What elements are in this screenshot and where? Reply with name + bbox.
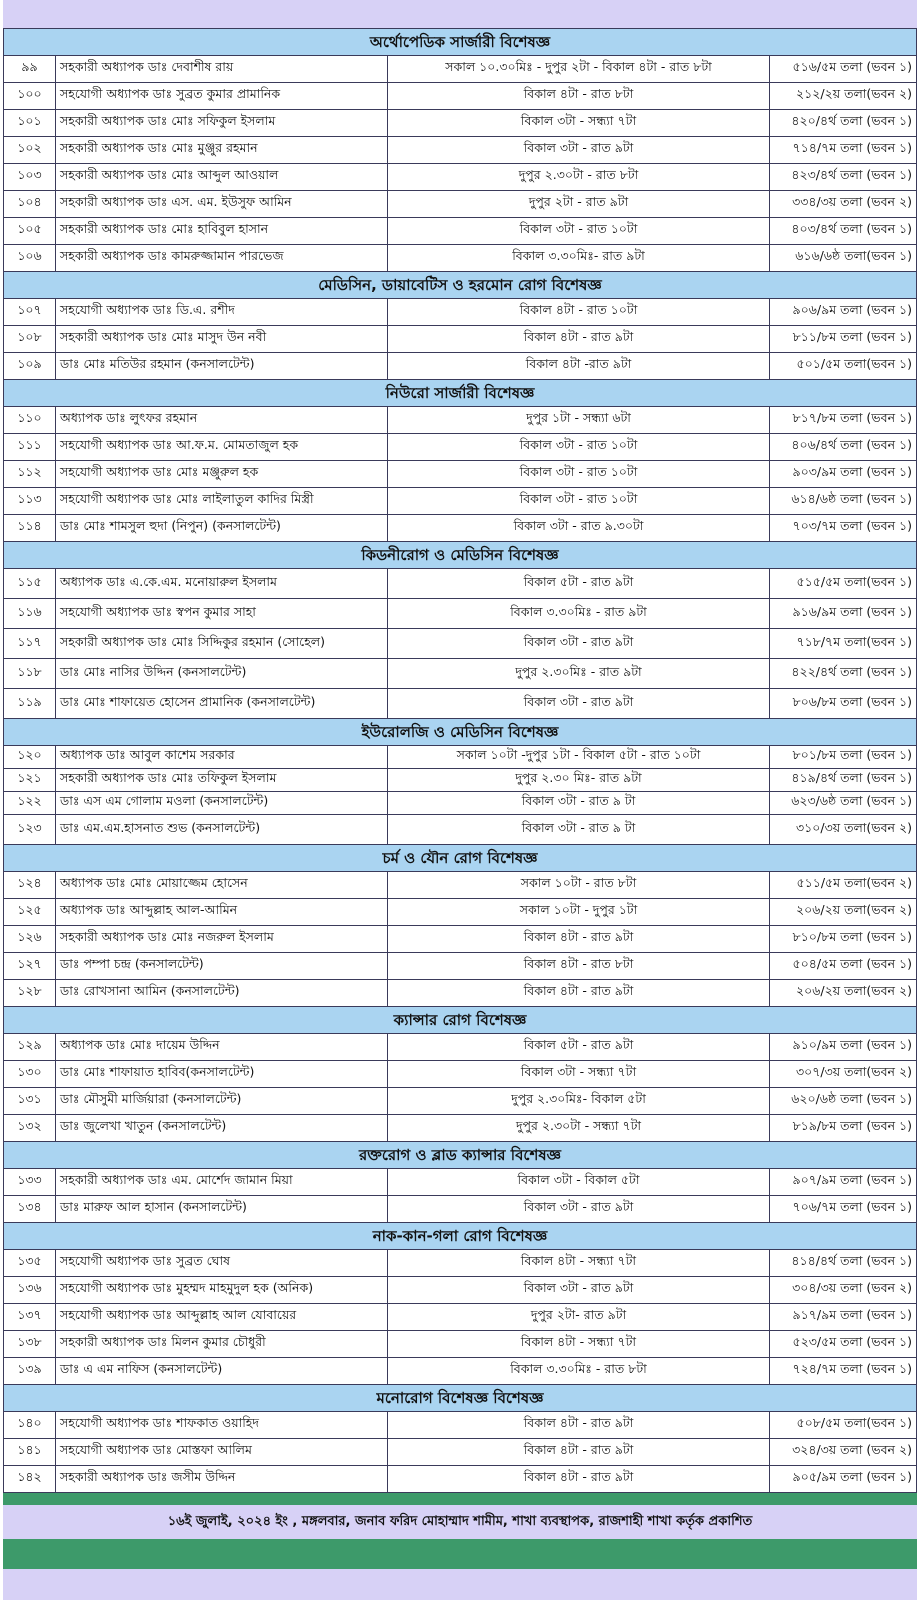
- table-row: [3, 1304, 917, 1331]
- room-cell: ৯১৬/৯ম তলা (ভবন ১): [792, 603, 912, 619]
- visiting-time-cell: বিকাল ৩টা - বিকাল ৫টা: [388, 1169, 770, 1195]
- table-row: [3, 1466, 917, 1493]
- table-row: [3, 110, 917, 137]
- visiting-time-cell: বিকাল ৩টা - রাত ১০টা: [388, 218, 770, 244]
- doctor-name-cell: ডাঃ মোঃ শামসুল হুদা (নিপুন) (কনসালটেন্ট): [56, 515, 388, 541]
- section-header: নিউরো সার্জারী বিশেষজ্ঞ: [3, 380, 917, 407]
- room-cell: ৪১৪/৪র্থ তলা (ভবন ১): [791, 1253, 912, 1268]
- serial-cell: ১১৪: [4, 515, 56, 541]
- section-header: মনোরোগ বিশেষজ্ঞ বিশেষজ্ঞ: [3, 1385, 917, 1412]
- doctor-name-cell: ডাঃ এম.এম.হাসনাত শুভ (কনসালটেন্ট): [56, 815, 388, 844]
- room-cell: ৪২২/৪র্থ তলা (ভবন ১): [791, 663, 912, 679]
- table-row: [3, 1331, 917, 1358]
- doctor-name-cell: সহকারী অধ্যাপক ডাঃ মোঃ মাসুদ উন নবী: [56, 326, 388, 352]
- doctor-name-cell: সহকারী অধ্যাপক ডাঃ মোঃ সফিকুল ইসলাম: [56, 110, 388, 136]
- doctor-name-cell: সহকারী অধ্যাপক ডাঃ মোঃ হাবিবুল হাসান: [56, 218, 388, 244]
- serial-cell: ১২৯: [4, 1034, 56, 1060]
- doctor-name-cell: ডাঃ রোখসানা আমিন (কনসালটেন্ট): [56, 980, 388, 1006]
- serial-cell: ১১২: [4, 461, 56, 487]
- section-header: নাক-কান-গলা রোগ বিশেষজ্ঞ: [3, 1223, 917, 1250]
- serial-cell: ১০৬: [4, 245, 56, 271]
- table-row: [3, 769, 917, 792]
- doctor-name-cell: সহযোগী অধ্যাপক ডাঃ সুব্রত ঘোষ: [56, 1250, 388, 1276]
- room-cell: ৩২৪/৩য় তলা (ভবন ২): [792, 1442, 912, 1457]
- doctor-name-cell: ডাঃ মারুফ আল হাসান (কনসালটেন্ট): [56, 1196, 388, 1222]
- table-row: [3, 299, 917, 326]
- room-cell: ৫১৫/৫ম তলা(ভবন ১): [796, 573, 912, 589]
- room-cell: ৭১৮/৭ম তলা(ভবন ১): [796, 633, 912, 649]
- doctor-name-cell: ডাঃ এ এম নাফিস (কনসালটেন্ট): [56, 1358, 388, 1384]
- visiting-time-cell: দুপুর ২টা- রাত ৯টা: [388, 1304, 770, 1330]
- table-row: [3, 815, 917, 845]
- table-row: [3, 83, 917, 110]
- room-cell: ৫০৮/৫ম তলা(ভবন ১): [796, 1415, 912, 1430]
- visiting-time-cell: দুপুর ২.৩০মিঃ - রাত ৯টা: [388, 659, 770, 688]
- serial-cell: ১০৯: [4, 353, 56, 379]
- visiting-time-cell: দুপুর ২.৩০ মিঃ- রাত ৯টা: [388, 769, 770, 791]
- room-cell: ৪২৩/৪র্থ তলা (ভবন ১): [791, 167, 912, 182]
- table-row: [3, 1439, 917, 1466]
- table-row: [3, 245, 917, 272]
- room-cell: ৯০৩/৯ম তলা (ভবন ১): [792, 464, 912, 479]
- room-cell: ৯০৬/৯ম তলা (ভবন ১): [792, 302, 912, 317]
- footer-publication-note: ১৬ই জুলাই, ২০২৪ ইং , মঙ্গলবার, জনাব ফরিদ মোহাম্মাদ শামীম, শাখা ব্যবস্থাপক, রাজশাহী শাখা কর্তৃক প্রকাশিত: [3, 1505, 917, 1539]
- visiting-time-cell: বিকাল ৪টা - রাত ৯টা: [388, 326, 770, 352]
- doctor-name-cell: সহকারী অধ্যাপক ডাঃ মোঃ সিদ্দিকুর রহমান (সোহেল): [56, 629, 388, 658]
- room-cell: ৬২০/৬ষ্ঠ তলা (ভবন ১): [791, 1091, 912, 1106]
- visiting-time-cell: বিকাল ৩টা - রাত ৯টা: [388, 137, 770, 163]
- visiting-time-cell: বিকাল ৩টা - রাত ৯টা: [388, 1196, 770, 1222]
- doctor-name-cell: ডাঃ মোঃ শাফায়েত হোসেন প্রামানিক (কনসালটেন্ট): [56, 689, 388, 718]
- doctor-name-cell: ডাঃ মোঃ মতিউর রহমান (কনসালটেন্ট): [56, 353, 388, 379]
- doctor-name-cell: সহযোগী অধ্যাপক ডাঃ সুব্রত কুমার প্রামানিক: [56, 83, 388, 109]
- serial-cell: ১০৭: [4, 299, 56, 325]
- table-row: [3, 953, 917, 980]
- doctor-name-cell: ডাঃ মৌসুমী মার্জিয়ারা (কনসালটেন্ট): [56, 1088, 388, 1114]
- room-cell: ৭০৬/৭ম তলা (ভবন ১): [792, 1199, 912, 1214]
- table-row: [3, 515, 917, 542]
- visiting-time-cell: বিকাল ৩.৩০মিঃ - রাত ৯টা: [388, 599, 770, 628]
- doctor-name-cell: সহযোগী অধ্যাপক ডাঃ আ.ফ.ম. মোমতাজুল হক: [56, 434, 388, 460]
- section-header: অর্থোপেডিক সার্জারী বিশেষজ্ঞ: [3, 29, 917, 56]
- visiting-time-cell: বিকাল ৪টা - রাত ৮টা: [388, 83, 770, 109]
- serial-cell: ১৪০: [4, 1412, 56, 1438]
- room-cell: ৮১৭/৮ম তলা (ভবন ১): [792, 410, 912, 425]
- table-row: [3, 488, 917, 515]
- room-cell: ৫০৪/৫ম তলা (ভবন ১): [792, 956, 912, 971]
- serial-cell: ১৩৩: [4, 1169, 56, 1195]
- serial-cell: ১০২: [4, 137, 56, 163]
- visiting-time-cell: বিকাল ৪টা - রাত ৮টা: [388, 953, 770, 979]
- doctor-name-cell: সহযোগী অধ্যাপক ডাঃ ডি.এ. রশীদ: [56, 299, 388, 325]
- visiting-time-cell: বিকাল ৪টা - রাত ১০টা: [388, 299, 770, 325]
- serial-cell: ১১০: [4, 407, 56, 433]
- table-row: [3, 326, 917, 353]
- table-row: [3, 1115, 917, 1142]
- room-cell: ৮১১/৮ম তলা (ভবন ১): [792, 329, 912, 344]
- room-cell: ৯০৫/৯ম তলা (ভবন ১): [792, 1469, 912, 1484]
- visiting-time-cell: বিকাল ৪টা - রাত ৯টা: [388, 926, 770, 952]
- room-cell: ৭১৪/৭ম তলা (ভবন ১): [792, 140, 912, 155]
- visiting-time-cell: বিকাল ৩টা - রাত ৯টা: [388, 689, 770, 718]
- footer-green-bar-bottom: [3, 1539, 917, 1569]
- room-cell: ৬২৩/৬ষ্ঠ তলা (ভবন ১): [791, 793, 912, 808]
- doctor-name-cell: সহযোগী অধ্যাপক ডাঃ আব্দুল্লাহ আল যোবায়ের: [56, 1304, 388, 1330]
- room-cell: ৪০৬/৪র্থ তলা (ভবন ১): [791, 437, 912, 452]
- serial-cell: ১২২: [4, 792, 56, 814]
- doctor-name-cell: সহযোগী অধ্যাপক ডাঃ মোস্তফা আলিম: [56, 1439, 388, 1465]
- top-band: [3, 0, 917, 29]
- doctor-name-cell: সহকারী অধ্যাপক ডাঃ এস. এম. ইউসুফ আমিন: [56, 191, 388, 217]
- section-header: রক্তরোগ ও ব্লাড ক্যান্সার বিশেষজ্ঞ: [3, 1142, 917, 1169]
- serial-cell: ১২৩: [4, 815, 56, 844]
- section-header: ক্যান্সার রোগ বিশেষজ্ঞ: [3, 1007, 917, 1034]
- serial-cell: ১৩৪: [4, 1196, 56, 1222]
- doctor-name-cell: ডাঃ পম্পা চন্দ্র (কনসালটেন্ট): [56, 953, 388, 979]
- table-row: [3, 1250, 917, 1277]
- serial-cell: ১১৭: [4, 629, 56, 658]
- table-row: [3, 746, 917, 769]
- table-row: [3, 164, 917, 191]
- doctor-name-cell: সহকারী অধ্যাপক ডাঃ মোঃ তফিকুল ইসলাম: [56, 769, 388, 791]
- serial-cell: ১৩৮: [4, 1331, 56, 1357]
- table-row: [3, 1034, 917, 1061]
- room-cell: ৪২০/৪র্থ তলা (ভবন ১): [791, 113, 912, 128]
- section-header: কিডনীরোগ ও মেডিসিন বিশেষজ্ঞ: [3, 542, 917, 569]
- room-cell: ৯১৭/৯ম তলা (ভবন ১): [792, 1307, 912, 1322]
- serial-cell: ১৩৫: [4, 1250, 56, 1276]
- table-row: [3, 659, 917, 689]
- serial-cell: ১২০: [4, 746, 56, 768]
- room-cell: ৫০১/৫ম তলা(ভবন ১): [796, 356, 912, 371]
- visiting-time-cell: বিকাল ৪টা - সন্ধ্যা ৭টা: [388, 1250, 770, 1276]
- room-cell: ২০৬/২য় তলা(ভবন ২): [796, 902, 912, 917]
- serial-cell: ৯৯: [4, 56, 56, 82]
- serial-cell: ১২৭: [4, 953, 56, 979]
- table-row: [3, 1061, 917, 1088]
- doctor-name-cell: অধ্যাপক ডাঃ মোঃ মোয়াজ্জেম হোসেন: [56, 872, 388, 898]
- room-cell: ৮০৬/৮ম তলা (ভবন ১): [792, 693, 912, 709]
- visiting-time-cell: বিকাল ৪টা - রাত ৯টা: [388, 980, 770, 1006]
- visiting-time-cell: বিকাল ৪টা - রাত ৯টা: [388, 1466, 770, 1492]
- table-row: [3, 599, 917, 629]
- serial-cell: ১১৮: [4, 659, 56, 688]
- visiting-time-cell: বিকাল ৩টা - রাত ১০টা: [388, 434, 770, 460]
- room-cell: ৪১৯/৪র্থ তলা (ভবন ১): [791, 770, 912, 785]
- doctor-name-cell: সহকারী অধ্যাপক ডাঃ মিলন কুমার চৌধুরী: [56, 1331, 388, 1357]
- visiting-time-cell: দুপুর ২.৩০টা - রাত ৮টা: [388, 164, 770, 190]
- serial-cell: ১০৪: [4, 191, 56, 217]
- table-row: [3, 629, 917, 659]
- table-row: [3, 1169, 917, 1196]
- table-row: [3, 792, 917, 815]
- room-cell: ৭০৩/৭ম তলা (ভবন ১): [792, 518, 912, 533]
- serial-cell: ১৪২: [4, 1466, 56, 1492]
- schedule-table: [3, 29, 917, 1493]
- room-cell: ৫২৩/৫ম তলা (ভবন ১): [792, 1334, 912, 1349]
- table-row: [3, 899, 917, 926]
- table-row: [3, 1412, 917, 1439]
- doctor-name-cell: সহকারী অধ্যাপক ডাঃ মোঃ আব্দুল আওয়াল: [56, 164, 388, 190]
- room-cell: ৬১৬/৬ষ্ঠ তলা(ভবন ১): [795, 248, 912, 263]
- visiting-time-cell: সকাল ১০.৩০মিঃ - দুপুর ২টা - বিকাল ৪টা - রাত ৮টা: [388, 56, 770, 82]
- section-header: চর্ম ও যৌন রোগ বিশেষজ্ঞ: [3, 845, 917, 872]
- serial-cell: ১০৩: [4, 164, 56, 190]
- table-row: [3, 1196, 917, 1223]
- visiting-time-cell: বিকাল ৩.৩০মিঃ- রাত ৯টা: [388, 245, 770, 271]
- serial-cell: ১০৫: [4, 218, 56, 244]
- visiting-time-cell: সকাল ১০টা -দুপুর ১টা - বিকাল ৫টা - রাত ১০টা: [388, 746, 770, 768]
- room-cell: ৯০৭/৯ম তলা (ভবন ১): [792, 1172, 912, 1187]
- doctor-name-cell: সহকারী অধ্যাপক ডাঃ এম. মোর্শেদ জামান মিয়া: [56, 1169, 388, 1195]
- visiting-time-cell: বিকাল ৩টা - রাত ৯ টা: [388, 815, 770, 844]
- serial-cell: ১১৩: [4, 488, 56, 514]
- room-cell: ৮০১/৮ম তলা (ভবন ১): [792, 747, 912, 762]
- doctor-name-cell: সহকারী অধ্যাপক ডাঃ মোঃ মুঞ্জুর রহমান: [56, 137, 388, 163]
- serial-cell: ১২১: [4, 769, 56, 791]
- room-cell: ৬১৪/৬ষ্ঠ তলা (ভবন ১): [791, 491, 912, 506]
- serial-cell: ১৩৭: [4, 1304, 56, 1330]
- doctor-name-cell: অধ্যাপক ডাঃ আব্দুল্লাহ আল-আমিন: [56, 899, 388, 925]
- serial-cell: ১১১: [4, 434, 56, 460]
- serial-cell: ১৩১: [4, 1088, 56, 1114]
- serial-cell: ১৩২: [4, 1115, 56, 1141]
- serial-cell: ১২৬: [4, 926, 56, 952]
- doctor-name-cell: সহযোগী অধ্যাপক ডাঃ মোঃ লাইলাতুল কাদির মিস্ত্রী: [56, 488, 388, 514]
- visiting-time-cell: বিকাল ৪টা - সন্ধ্যা ৭টা: [388, 1331, 770, 1357]
- table-row: [3, 980, 917, 1007]
- serial-cell: ১৩০: [4, 1061, 56, 1087]
- visiting-time-cell: বিকাল ৩টা - রাত ৯টা: [388, 1277, 770, 1303]
- visiting-time-cell: বিকাল ৩টা - রাত ৯ টা: [388, 792, 770, 814]
- footer-green-bar-top: [3, 1493, 917, 1505]
- doctor-schedule-sheet: [3, 0, 917, 1600]
- serial-cell: ১০০: [4, 83, 56, 109]
- table-row: [3, 872, 917, 899]
- table-row: [3, 353, 917, 380]
- table-row: [3, 218, 917, 245]
- visiting-time-cell: বিকাল ৩.৩০মিঃ - রাত ৮টা: [388, 1358, 770, 1384]
- table-row: [3, 1277, 917, 1304]
- room-cell: ৩৩৪/৩য় তলা (ভবন ২): [792, 194, 912, 209]
- visiting-time-cell: দুপুর ২টা - রাত ৯টা: [388, 191, 770, 217]
- serial-cell: ১০৮: [4, 326, 56, 352]
- visiting-time-cell: বিকাল ৪টা - রাত ৯টা: [388, 1439, 770, 1465]
- table-row: [3, 191, 917, 218]
- visiting-time-cell: দুপুর ১টা - সন্ধ্যা ৬টা: [388, 407, 770, 433]
- visiting-time-cell: বিকাল ৫টা - রাত ৯টা: [388, 1034, 770, 1060]
- doctor-name-cell: ডাঃ মোঃ শাফায়াত হাবিব(কনসালটেন্ট): [56, 1061, 388, 1087]
- table-row: [3, 689, 917, 719]
- room-cell: ৭২৪/৭ম তলা (ভবন ১): [792, 1361, 912, 1376]
- doctor-name-cell: সহযোগী অধ্যাপক ডাঃ স্বপন কুমার সাহা: [56, 599, 388, 628]
- table-row: [3, 407, 917, 434]
- visiting-time-cell: দুপুর ২.৩০মিঃ- বিকাল ৫টা: [388, 1088, 770, 1114]
- room-cell: ২১২/২য় তলা(ভবন ২): [796, 86, 912, 101]
- table-row: [3, 1358, 917, 1385]
- doctor-name-cell: সহযোগী অধ্যাপক ডাঃ মোঃ মঞ্জুরুল হক: [56, 461, 388, 487]
- table-row: [3, 56, 917, 83]
- visiting-time-cell: বিকাল ৩টা - সন্ধ্যা ৭টা: [388, 110, 770, 136]
- doctor-name-cell: অধ্যাপক ডাঃ এ.কে.এম. মনোয়ারুল ইসলাম: [56, 569, 388, 598]
- doctor-name-cell: সহযোগী অধ্যাপক ডাঃ মুহম্মদ মাহমুদুল হক (অনিক): [56, 1277, 388, 1303]
- section-header: মেডিসিন, ডায়াবেটিস ও হরমোন রোগ বিশেষজ্ঞ: [3, 272, 917, 299]
- room-cell: ৫১৬/৫ম তলা (ভবন ১): [792, 59, 912, 74]
- room-cell: ৩১০/৩য় তলা(ভবন ২): [796, 819, 912, 835]
- serial-cell: ১২৪: [4, 872, 56, 898]
- serial-cell: ১১৫: [4, 569, 56, 598]
- table-row: [3, 926, 917, 953]
- serial-cell: ১১৯: [4, 689, 56, 718]
- table-row: [3, 1088, 917, 1115]
- table-row: [3, 461, 917, 488]
- room-cell: ৪০৩/৪র্থ তলা (ভবন ১): [791, 221, 912, 236]
- serial-cell: ১২৮: [4, 980, 56, 1006]
- doctor-name-cell: সহকারী অধ্যাপক ডাঃ কামরুজ্জামান পারভেজ: [56, 245, 388, 271]
- serial-cell: ১১৬: [4, 599, 56, 628]
- doctor-name-cell: সহযোগী অধ্যাপক ডাঃ শাফকাত ওয়াহিদ: [56, 1412, 388, 1438]
- visiting-time-cell: সকাল ১০টা - দুপুর ১টা: [388, 899, 770, 925]
- room-cell: ৯১০/৯ম তলা (ভবন ১): [792, 1037, 912, 1052]
- doctor-name-cell: অধ্যাপক ডাঃ লুৎফর রহমান: [56, 407, 388, 433]
- visiting-time-cell: বিকাল ৪টা - রাত ৯টা: [388, 1412, 770, 1438]
- table-row: [3, 434, 917, 461]
- section-header: ইউরোলজি ও মেডিসিন বিশেষজ্ঞ: [3, 719, 917, 746]
- serial-cell: ১০১: [4, 110, 56, 136]
- room-cell: ৩০৪/৩য় তলা (ভবন ২): [792, 1280, 912, 1295]
- table-row: [3, 569, 917, 599]
- doctor-name-cell: ডাঃ মোঃ নাসির উদ্দিন (কনসালটেন্ট): [56, 659, 388, 688]
- doctor-name-cell: সহকারী অধ্যাপক ডাঃ মোঃ নজরুল ইসলাম: [56, 926, 388, 952]
- room-cell: ৮১০/৮ম তলা (ভবন ১): [792, 929, 912, 944]
- room-cell: ৩০৭/৩য় তলা(ভবন ২): [796, 1064, 912, 1079]
- serial-cell: ১২৫: [4, 899, 56, 925]
- room-cell: ৮১৯/৮ম তলা (ভবন ১): [792, 1118, 912, 1133]
- serial-cell: ১৩৬: [4, 1277, 56, 1303]
- doctor-name-cell: ডাঃ জুলেখা খাতুন (কনসালটেন্ট): [56, 1115, 388, 1141]
- visiting-time-cell: বিকাল ৩টা - রাত ১০টা: [388, 461, 770, 487]
- visiting-time-cell: বিকাল ৩টা - সন্ধ্যা ৭টা: [388, 1061, 770, 1087]
- doctor-name-cell: সহকারী অধ্যাপক ডাঃ দেবাশীষ রায়: [56, 56, 388, 82]
- visiting-time-cell: বিকাল ৩টা - রাত ৯.৩০টা: [388, 515, 770, 541]
- visiting-time-cell: সকাল ১০টা - রাত ৮টা: [388, 872, 770, 898]
- visiting-time-cell: বিকাল ৫টা - রাত ৯টা: [388, 569, 770, 598]
- serial-cell: ১৪১: [4, 1439, 56, 1465]
- doctor-name-cell: সহকারী অধ্যাপক ডাঃ জসীম উদ্দিন: [56, 1466, 388, 1492]
- table-row: [3, 137, 917, 164]
- visiting-time-cell: বিকাল ৩টা - রাত ৯টা: [388, 629, 770, 658]
- visiting-time-cell: বিকাল ৪টা -রাত ৯টা: [388, 353, 770, 379]
- doctor-name-cell: অধ্যাপক ডাঃ মোঃ দায়েম উদ্দিন: [56, 1034, 388, 1060]
- room-cell: ৫১১/৫ম তলা(ভবন ২): [796, 875, 912, 890]
- serial-cell: ১৩৯: [4, 1358, 56, 1384]
- visiting-time-cell: বিকাল ৩টা - রাত ১০টা: [388, 488, 770, 514]
- doctor-name-cell: ডাঃ এস এম গোলাম মওলা (কনসালটেন্ট): [56, 792, 388, 814]
- doctor-name-cell: অধ্যাপক ডাঃ আবুল কাশেম সরকার: [56, 746, 388, 768]
- visiting-time-cell: দুপুর ২.৩০টা - সন্ধ্যা ৭টা: [388, 1115, 770, 1141]
- room-cell: ২০৬/২য় তলা(ভবন ২): [796, 983, 912, 998]
